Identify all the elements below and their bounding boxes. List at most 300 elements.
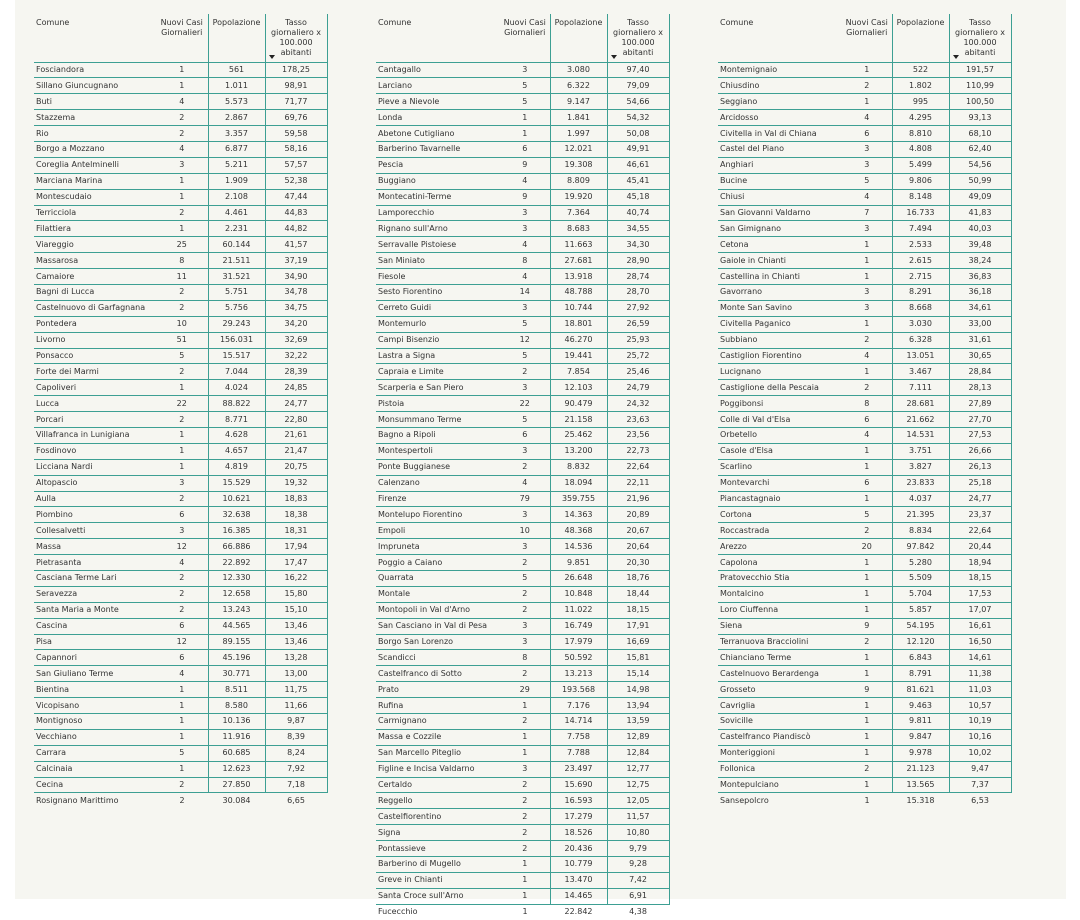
table-row [34,666,327,682]
cell-tasso: 34,20 [265,316,327,332]
cell-popolazione: 8.580 [208,698,265,714]
cell-popolazione: 29.243 [208,316,265,332]
cell-nuovi-casi: 1 [842,443,892,459]
cell-nuovi-casi: 4 [500,269,550,285]
cell-comune: Monteriggioni [718,745,842,761]
cell-popolazione: 5.573 [208,94,265,110]
table-row [376,475,669,491]
cell-comune: Colle di Val d'Elsa [718,412,842,428]
cell-nuovi-casi: 1 [156,173,208,189]
cell-nuovi-casi: 2 [156,364,208,380]
cell-nuovi-casi: 4 [842,427,892,443]
col-header-comune[interactable]: Comune [34,14,156,62]
cell-nuovi-casi: 3 [500,300,550,316]
cell-nuovi-casi: 2 [500,809,550,825]
table-row [718,157,1011,173]
cell-comune: Campi Bisenzio [376,332,500,348]
cell-nuovi-casi: 1 [156,698,208,714]
table-row [376,761,669,777]
cell-popolazione: 19.441 [550,348,607,364]
table-row [34,94,327,110]
cell-comune: Fosdinovo [34,443,156,459]
table-row [376,491,669,507]
cell-tasso: 24,77 [949,491,1011,507]
cell-popolazione: 13.200 [550,443,607,459]
cell-comune: Cascina [34,618,156,634]
cell-comune: Impruneta [376,539,500,555]
cell-popolazione: 14.714 [550,714,607,730]
cell-tasso: 100,50 [949,94,1011,110]
cell-popolazione: 5.857 [892,602,949,618]
cell-nuovi-casi: 4 [156,555,208,571]
cell-nuovi-casi: 1 [500,110,550,126]
table-row [34,284,327,300]
cell-tasso: 26,13 [949,459,1011,475]
cell-tasso: 18,31 [265,523,327,539]
cell-popolazione: 1.802 [892,78,949,94]
cell-comune: Civitella Paganico [718,316,842,332]
table-row [34,745,327,761]
cell-comune: San Miniato [376,253,500,269]
cell-tasso: 7,18 [265,777,327,793]
cell-nuovi-casi: 2 [156,571,208,587]
cell-nuovi-casi: 1 [156,761,208,777]
cell-popolazione: 8.683 [550,221,607,237]
table-row [34,571,327,587]
table-row [718,571,1011,587]
cell-nuovi-casi: 1 [842,586,892,602]
cell-tasso: 4,38 [629,907,647,917]
cell-popolazione: 9.811 [892,714,949,730]
table-row [718,682,1011,698]
table-row [376,237,669,253]
cell-comune: Terricciola [34,205,156,221]
table-row [34,650,327,666]
cell-popolazione: 17.979 [550,634,607,650]
cell-tasso: 98,91 [265,78,327,94]
cell-popolazione: 10.848 [550,586,607,602]
table-row [376,777,669,793]
cell-popolazione: 12.021 [550,141,607,157]
cell-tasso: 28,84 [949,364,1011,380]
table-row [376,602,669,618]
cell-popolazione: 9.806 [892,173,949,189]
cell-comune: Cerreto Guidi [376,300,500,316]
cell-nuovi-casi: 8 [500,253,550,269]
table-row [718,793,1011,808]
cell-nuovi-casi: 2 [156,205,208,221]
sort-descending-icon[interactable] [269,55,275,59]
table-row [376,793,669,809]
cell-tasso: 27,92 [607,300,669,316]
cell-comune: Fiesole [376,269,500,285]
table-row [376,650,669,666]
cell-tasso: 21,47 [265,443,327,459]
cell-popolazione: 26.648 [550,571,607,587]
cell-comune: Vecchiano [34,729,156,745]
cell-nuovi-casi: 1 [156,221,208,237]
cell-comune: Prato [376,682,500,698]
cell-nuovi-casi: 5 [156,745,208,761]
cell-tasso: 18,94 [949,555,1011,571]
cell-comune: Porcari [34,412,156,428]
cell-tasso: 20,89 [607,507,669,523]
cell-popolazione: 60.685 [208,745,265,761]
cell-nuovi-casi: 5 [500,571,550,587]
data-table-3 [718,14,1012,808]
cell-popolazione: 8.148 [892,189,949,205]
cell-popolazione: 14.363 [550,507,607,523]
cell-popolazione: 90.479 [550,396,607,412]
cell-tasso: 6,91 [607,888,669,904]
table-row [376,586,669,602]
table-row [376,714,669,730]
cell-comune: Castellina in Chianti [718,269,842,285]
col-header-tasso[interactable] [265,14,327,62]
cell-comune: Fucecchio [378,907,418,917]
cell-tasso: 6,65 [287,795,305,805]
cell-popolazione: 27.681 [550,253,607,269]
cell-popolazione: 1.011 [208,78,265,94]
table-row [718,618,1011,634]
cell-tasso: 11,57 [607,809,669,825]
cell-popolazione: 3.030 [892,316,949,332]
cell-popolazione: 2.108 [208,189,265,205]
cell-comune: Montignoso [34,714,156,730]
cell-tasso: 17,94 [265,539,327,555]
table-row [718,714,1011,730]
cell-popolazione: 11.916 [208,729,265,745]
cell-nuovi-casi: 1 [522,907,528,917]
table-row [718,348,1011,364]
cell-comune: Scarperia e San Piero [376,380,500,396]
cell-tasso: 79,09 [607,78,669,94]
cell-nuovi-casi: 4 [842,110,892,126]
cell-comune: Altopascio [34,475,156,491]
cell-popolazione: 4.037 [892,491,949,507]
table-row [34,618,327,634]
cell-tasso: 54,66 [607,94,669,110]
cell-nuovi-casi: 1 [156,427,208,443]
cell-tasso: 110,99 [949,78,1011,94]
table-row [376,427,669,443]
table-row [718,332,1011,348]
cell-comune: Civitella in Val di Chiana [718,126,842,142]
cell-popolazione: 3.080 [550,62,607,78]
cell-tasso: 17,53 [949,586,1011,602]
cell-tasso: 44,83 [265,205,327,221]
cell-nuovi-casi: 4 [156,666,208,682]
cell-tasso: 11,75 [265,682,327,698]
cell-popolazione: 8.809 [550,173,607,189]
table-row [376,729,669,745]
cell-comune: Ponte Buggianese [376,459,500,475]
cell-tasso: 41,83 [949,205,1011,221]
cell-popolazione: 14.465 [550,888,607,904]
cell-popolazione: 32.638 [208,507,265,523]
cell-comune: Filattiera [34,221,156,237]
cell-popolazione: 21.395 [892,507,949,523]
table-row [718,698,1011,714]
cell-comune: Chiusdino [718,78,842,94]
cell-comune: Montescudaio [34,189,156,205]
table-row [34,602,327,618]
cell-popolazione: 9.978 [892,745,949,761]
cell-comune: Collesalvetti [34,523,156,539]
cell-nuovi-casi: 6 [842,475,892,491]
table-row [718,602,1011,618]
cell-popolazione: 44.565 [208,618,265,634]
table-row [376,396,669,412]
cell-tasso: 7,42 [607,872,669,888]
cell-comune: Santa Croce sull'Arno [376,888,500,904]
cell-nuovi-casi: 6 [500,141,550,157]
cell-nuovi-casi: 12 [156,634,208,650]
sort-descending-icon[interactable] [611,55,617,59]
col-header-tasso-label: Tasso giornaliero x 100.000 abitanti [613,18,663,57]
cell-tasso: 8,39 [265,729,327,745]
table-row [34,110,327,126]
cell-popolazione: 45.196 [208,650,265,666]
cell-nuovi-casi: 3 [842,141,892,157]
cell-nuovi-casi: 1 [156,459,208,475]
cell-popolazione: 4.819 [208,459,265,475]
cell-popolazione: 6.877 [208,141,265,157]
cell-tasso: 23,37 [949,507,1011,523]
cell-popolazione: 19.920 [550,189,607,205]
cell-popolazione: 25.462 [550,427,607,443]
table-row [34,698,327,714]
cell-comune: Montecatini-Terme [376,189,500,205]
cell-popolazione: 21.123 [892,761,949,777]
col-header-nuovi-casi[interactable]: Nuovi Casi Giornalieri [500,14,550,62]
cell-comune: Cavriglia [718,698,842,714]
cell-nuovi-casi: 2 [156,491,208,507]
cell-nuovi-casi: 2 [156,126,208,142]
cell-comune: Sillano Giuncugnano [34,78,156,94]
cell-nuovi-casi: 2 [500,777,550,793]
col-header-nuovi-casi[interactable]: Nuovi Casi Giornalieri [156,14,208,62]
table-row [34,380,327,396]
cell-comune: Arezzo [718,539,842,555]
cell-popolazione: 4.657 [208,443,265,459]
cell-tasso: 54,32 [607,110,669,126]
cell-popolazione: 9.463 [892,698,949,714]
cell-popolazione: 4.295 [892,110,949,126]
cell-popolazione: 7.044 [208,364,265,380]
cell-tasso: 32,22 [265,348,327,364]
cell-comune: Rufina [376,698,500,714]
cell-nuovi-casi: 2 [842,523,892,539]
cell-popolazione: 54.195 [892,618,949,634]
cell-nuovi-casi: 5 [500,94,550,110]
cell-comune: San Gimignano [718,221,842,237]
cell-tasso: 27,53 [949,427,1011,443]
cell-comune: Lucca [34,396,156,412]
cell-comune: Rignano sull'Arno [376,221,500,237]
cell-popolazione: 7.176 [550,698,607,714]
cell-comune: Sesto Fiorentino [376,284,500,300]
cell-tasso: 58,16 [265,141,327,157]
cell-popolazione: 13.051 [892,348,949,364]
cell-popolazione: 995 [892,94,949,110]
cell-comune: Forte dei Marmi [34,364,156,380]
cell-tasso: 25,46 [607,364,669,380]
cell-tasso: 59,58 [265,126,327,142]
cell-nuovi-casi: 2 [156,412,208,428]
cell-tasso: 28,70 [607,284,669,300]
cell-comune: Calcinaia [34,761,156,777]
cell-tasso: 21,61 [265,427,327,443]
cell-popolazione: 97.842 [892,539,949,555]
cell-comune: Pisa [34,634,156,650]
cell-comune: Carrara [34,745,156,761]
table-row [718,237,1011,253]
cell-tasso: 40,74 [607,205,669,221]
sort-descending-icon[interactable] [953,55,959,59]
cell-popolazione: 7.758 [550,729,607,745]
cell-popolazione: 66.886 [208,539,265,555]
cell-nuovi-casi: 1 [156,682,208,698]
table-row [34,126,327,142]
cell-comune: Castelnuovo di Garfagnana [34,300,156,316]
cell-tasso: 13,00 [265,666,327,682]
cell-comune: Castelnuovo Berardenga [718,666,842,682]
table-header-row [718,14,1011,62]
col-header-popolazione[interactable]: Popolazione [892,14,949,62]
cell-comune: Sovicille [718,714,842,730]
col-header-comune[interactable]: Comune [718,14,842,62]
table-row [718,126,1011,142]
table-row [376,809,669,825]
cell-nuovi-casi: 1 [842,777,892,793]
cell-tasso: 7,37 [949,777,1011,793]
col-header-comune[interactable]: Comune [376,14,500,62]
table-row [376,94,669,110]
cell-nuovi-casi: 14 [500,284,550,300]
cell-popolazione: 89.155 [208,634,265,650]
cell-tasso: 21,96 [607,491,669,507]
table-row [376,571,669,587]
cell-tasso: 38,24 [949,253,1011,269]
table-row [718,443,1011,459]
cell-tasso: 34,55 [607,221,669,237]
cell-nuovi-casi: 1 [156,189,208,205]
col-header-popolazione[interactable]: Popolazione [208,14,265,62]
cell-comune: Figline e Incisa Valdarno [376,761,500,777]
cell-comune: Pieve a Nievole [376,94,500,110]
cell-nuovi-casi: 5 [500,316,550,332]
table-row [34,300,327,316]
cell-popolazione: 561 [208,62,265,78]
table-row [376,634,669,650]
cell-comune: Pescia [376,157,500,173]
table-row [34,523,327,539]
table-row [376,857,669,873]
table-row [718,253,1011,269]
cell-comune: Castiglion Fiorentino [718,348,842,364]
cell-nuovi-casi: 8 [156,253,208,269]
cell-popolazione: 1.909 [208,173,265,189]
cell-comune: Montale [376,586,500,602]
cell-tasso: 37,19 [265,253,327,269]
cell-popolazione: 8.511 [208,682,265,698]
cell-nuovi-casi: 2 [500,666,550,682]
table-row [376,141,669,157]
cell-nuovi-casi: 6 [156,650,208,666]
col-header-tasso[interactable] [949,14,1011,62]
table-row [376,110,669,126]
cell-tasso: 22,11 [607,475,669,491]
table-row [718,475,1011,491]
cell-comune: Bucine [718,173,842,189]
cell-nuovi-casi: 3 [500,205,550,221]
cell-popolazione: 15.318 [906,795,935,805]
cell-popolazione: 8.791 [892,666,949,682]
cell-tasso: 18,76 [607,571,669,587]
col-header-tasso[interactable] [607,14,669,62]
cell-popolazione: 16.749 [550,618,607,634]
cell-tasso: 12,77 [607,761,669,777]
table-row [718,269,1011,285]
cell-popolazione: 12.330 [208,571,265,587]
cell-popolazione: 11.022 [550,602,607,618]
cell-popolazione: 2.715 [892,269,949,285]
cell-comune: Castiglione della Pescaia [718,380,842,396]
cell-comune: Ponsacco [34,348,156,364]
cell-nuovi-casi: 1 [500,698,550,714]
cell-popolazione: 22.842 [564,907,593,917]
cell-tasso: 15,14 [607,666,669,682]
table-row [376,126,669,142]
cell-comune: Orbetello [718,427,842,443]
table-row [376,364,669,380]
cell-nuovi-casi: 51 [156,332,208,348]
table-row [376,284,669,300]
table-row [718,650,1011,666]
cell-comune: Scandicci [376,650,500,666]
cell-tasso: 28,13 [949,380,1011,396]
cell-nuovi-casi: 1 [500,888,550,904]
cell-comune: San Marcello Piteglio [376,745,500,761]
cell-nuovi-casi: 1 [842,364,892,380]
cell-nuovi-casi: 3 [500,634,550,650]
cell-popolazione: 7.364 [550,205,607,221]
cell-popolazione: 21.662 [892,412,949,428]
table-row [376,205,669,221]
cell-nuovi-casi: 3 [500,443,550,459]
table-row [376,253,669,269]
cell-comune: Lamporecchio [376,205,500,221]
col-header-popolazione[interactable]: Popolazione [550,14,607,62]
cell-popolazione: 12.103 [550,380,607,396]
cell-comune: Capoliveri [34,380,156,396]
cell-nuovi-casi: 8 [842,396,892,412]
cell-popolazione: 88.822 [208,396,265,412]
col-header-nuovi-casi[interactable]: Nuovi Casi Giornalieri [842,14,892,62]
cell-tasso: 15,81 [607,650,669,666]
cell-comune: Poggibonsi [718,396,842,412]
cell-tasso: 26,66 [949,443,1011,459]
table-row [718,412,1011,428]
table-row [718,761,1011,777]
cell-popolazione: 522 [892,62,949,78]
cell-comune: Monsummano Terme [376,412,500,428]
cell-tasso: 17,91 [607,618,669,634]
cell-popolazione: 48.788 [550,284,607,300]
cell-popolazione: 28.681 [892,396,949,412]
cell-tasso: 17,07 [949,602,1011,618]
